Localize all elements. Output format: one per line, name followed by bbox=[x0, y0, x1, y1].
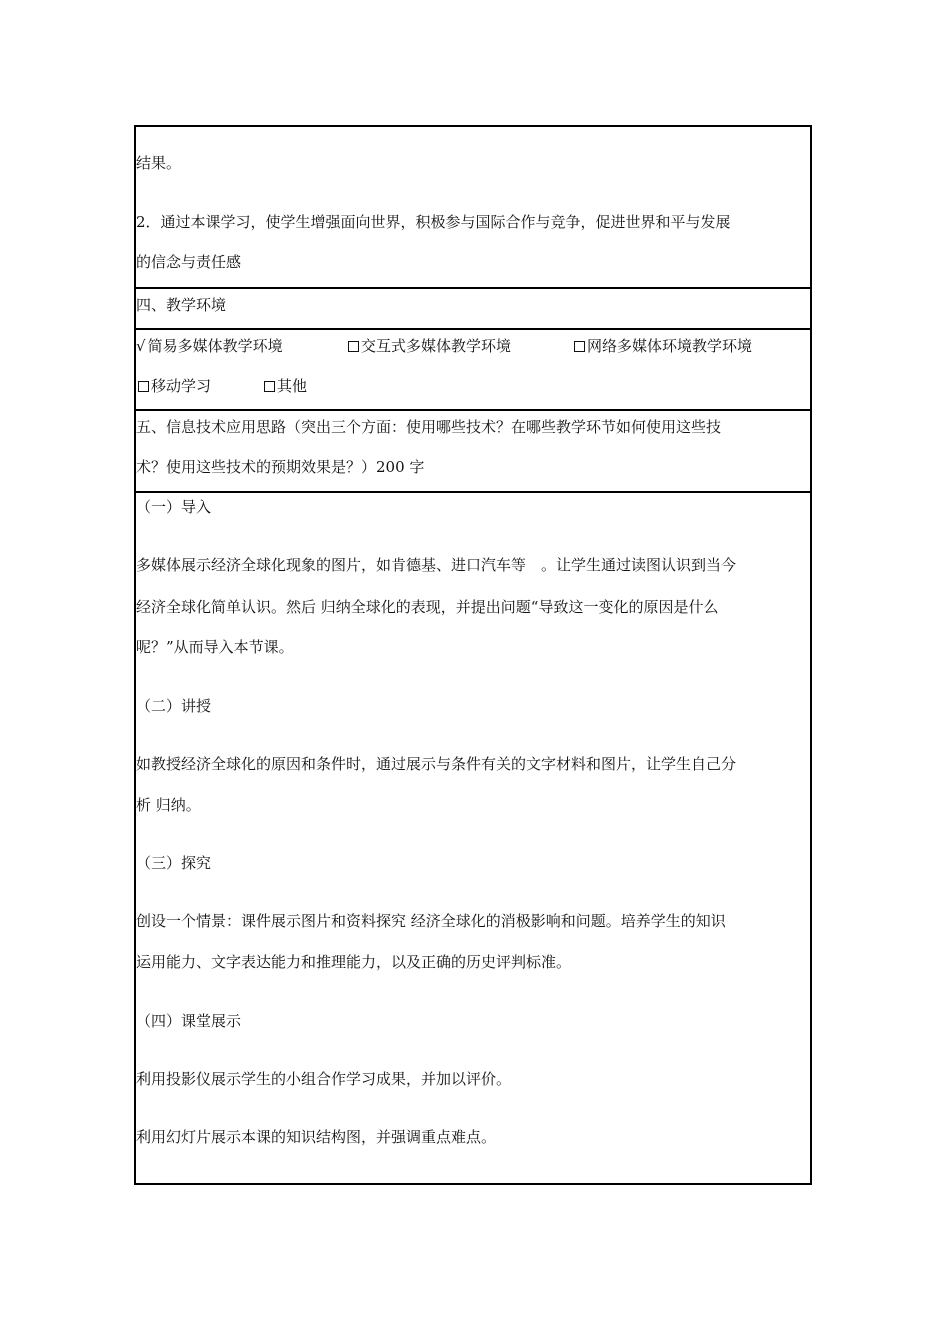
show-line-1: 利用投影仪展示学生的小组合作学习成果，并加以评价。 bbox=[136, 1070, 512, 1088]
environment-heading-section bbox=[136, 289, 810, 330]
environment-heading: 四、教学环境 bbox=[136, 296, 227, 314]
checkbox-icon bbox=[138, 381, 149, 392]
objectives-section bbox=[136, 127, 810, 289]
lesson-plan-table bbox=[134, 125, 812, 1185]
checkbox-icon bbox=[348, 341, 359, 352]
teach-line-2: 析 归纳。 bbox=[136, 796, 201, 814]
it-heading-line-1: 五、信息技术应用思路（突出三个方面：使用哪些技术？在哪些教学环节如何使用这些技 bbox=[136, 418, 722, 436]
option-label: 网络多媒体环境教学环境 bbox=[587, 337, 753, 355]
option-mobile-learning[interactable] bbox=[138, 376, 211, 396]
option-label: 移动学习 bbox=[151, 377, 212, 395]
intro-line-1: 多媒体展示经济全球化现象的图片，如肯德基、进口汽车等 。让学生通过读图认识到当今 bbox=[136, 556, 737, 574]
explore-title: （三）探究 bbox=[136, 854, 212, 872]
it-application-heading-section bbox=[136, 411, 810, 493]
checkbox-icon bbox=[264, 381, 275, 392]
show-line-2: 利用幻灯片展示本课的知识结构图，并强调重点难点。 bbox=[136, 1128, 497, 1146]
teach-title: （二）讲授 bbox=[136, 697, 212, 715]
check-mark-icon: √ bbox=[136, 337, 146, 355]
option-simple-multimedia[interactable] bbox=[136, 336, 283, 356]
option-other[interactable] bbox=[264, 376, 307, 396]
option-label: 其他 bbox=[277, 377, 308, 395]
option-label: 交互式多媒体教学环境 bbox=[361, 337, 512, 355]
option-network-multimedia[interactable] bbox=[574, 336, 752, 356]
intro-line-3: 呢？”从而导入本节课。 bbox=[136, 638, 294, 656]
explore-line-1: 创设一个情景：课件展示图片和资料探究 经济全球化的消极影响和问题。培养学生的知识 bbox=[136, 912, 726, 930]
show-title: （四）课堂展示 bbox=[136, 1012, 242, 1030]
option-interactive-multimedia[interactable] bbox=[348, 336, 511, 356]
environment-options-section bbox=[136, 330, 810, 411]
objectives-line-1: 结果。 bbox=[136, 154, 182, 172]
intro-title: （一）导入 bbox=[136, 498, 212, 516]
checkbox-icon bbox=[574, 341, 585, 352]
option-label: 简易多媒体教学环境 bbox=[147, 337, 283, 355]
intro-line-2: 经济全球化简单认识。然后 归纳全球化的表现，并提出问题“导致这一变化的原因是什么 bbox=[136, 598, 719, 616]
it-heading-line-2: 术？使用这些技术的预期效果是？）200 字 bbox=[136, 458, 425, 476]
explore-line-2: 运用能力、文字表达能力和推理能力，以及正确的历史评判标准。 bbox=[136, 953, 572, 971]
teach-line-1: 如教授经济全球化的原因和条件时，通过展示与条件有关的文字材料和图片，让学生自己分 bbox=[136, 755, 737, 773]
objectives-line-3: 的信念与责任感 bbox=[136, 253, 242, 271]
objectives-line-2: 2．通过本课学习，使学生增强面向世界，积极参与国际合作与竞争，促进世界和平与发展 bbox=[136, 213, 731, 231]
it-application-content-section bbox=[136, 493, 810, 1183]
